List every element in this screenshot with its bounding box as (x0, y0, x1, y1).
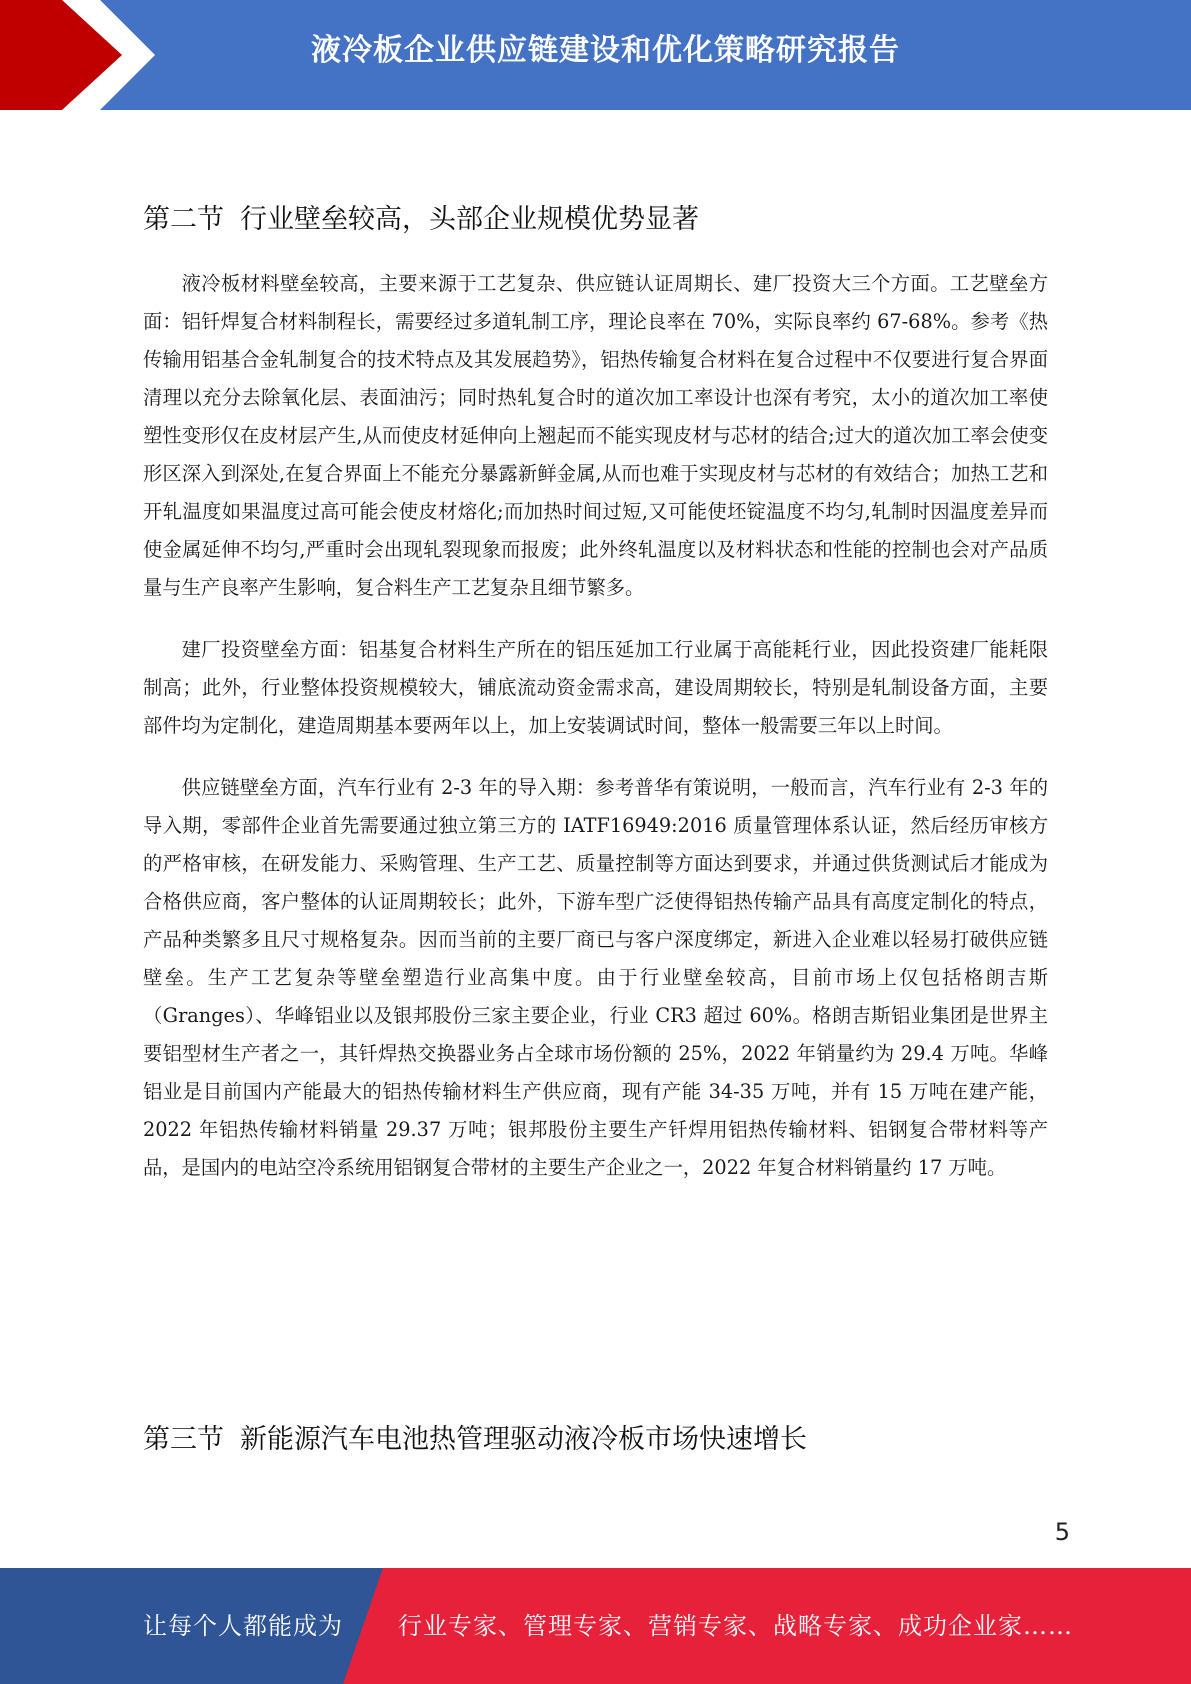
paragraph-process-barrier: 液冷板材料壁垒较高，主要来源于工艺复杂、供应链认证周期长、建厂投资大三个方面。工艺壁垒方面：铝钎焊复合材料制程长，需要经过多道轧制工序，理论良率在 70%，实际良率约 67-68%。参考《热传输用铝基合金轧制复合的技术特点及其发展趋势》，铝热传输复合材料在复合过程中不仅要进行复合界面清理以充分去除氧化层、表面油污；同时热轧复合时的道次加工率设计也深有考究，太小的道次加工率使塑性变形仅在皮材层产生,从而使皮材延伸向上翘起而不能实现皮材与芯材的结合;过大的道次加工率会使变形区深入到深处,在复合界面上不能充分暴露新鲜金属,从而也难于实现皮材与芯材的有效结合；加热工艺和开轧温度如果温度过高可能会使皮材熔化;而加热时间过短,又可能使坯锭温度不均匀,轧制时因温度差异而使金属延伸不均匀,严重时会出现轧裂现象而报废；此外终轧温度以及材料状态和性能的控制也会对产品质量与生产良率产生影响，复合料生产工艺复杂且细节繁多。 (143, 272, 1048, 599)
section-title: 新能源汽车电池热管理驱动液冷板市场快速增长 (240, 1424, 807, 1455)
paragraph-supply-chain-barrier: 供应链壁垒方面，汽车行业有 2-3 年的导入期：参考普华有策说明，一般而言，汽车行业有 2-3 年的导入期，零部件企业首先需要通过独立第三方的 IATF16949:2016 质量管理体系认证，然后经历审核方的严格审核，在研发能力、采购管理、生产工艺、质量控制等方面达到要求，并通过供货测试后才能成为合格供应商，客户整体的认证周期较长；此外，下游车型广泛使得铝热传输产品具有高度定制化的特点，产品种类繁多且尺寸规格复杂。因而当前的主要厂商已与客户深度绑定，新进入企业难以轻易打破供应链壁垒。生产工艺复杂等壁垒塑造行业高集中度。由于行业壁垒较高，目前市场上仅包括格朗吉斯（Granges）、华峰铝业以及银邦股份三家主要企业，行业 CR3 超过 60%。格朗吉斯铝业集团是世界主要铝型材生产者之一，其钎焊热交换器业务占全球市场份额的 25%，2022 年销量约为 29.4 万吨。华峰铝业是目前国内产能最大的铝热传输材料生产供应商，现有产能 34-35 万吨，并有 15 万吨在建产能，2022 年铝热传输材料销量 29.37 万吨；银邦股份主要生产钎焊用铝热传输材料、铝钢复合带材料等产品，是国内的电站空冷系统用铝钢复合带材的主要生产企业之一，2022 年复合材料销量约 17 万吨。 (143, 776, 1048, 1179)
section-heading-3 (143, 1420, 807, 1460)
report-title: 液冷板企业供应链建设和优化策略研究报告 (311, 33, 900, 68)
section-heading-2 (143, 200, 1048, 240)
footer-slogan-left: 让每个人都能成为 (143, 1612, 343, 1640)
document-body (143, 200, 1048, 1187)
header-banner (0, 0, 1191, 110)
section-title: 行业壁垒较高，头部企业规模优势显著 (240, 204, 699, 235)
footer-slogan-right: 行业专家、管理专家、营销专家、战略专家、成功企业家…… (398, 1612, 1073, 1640)
paragraph-investment-barrier: 建厂投资壁垒方面：铝基复合材料生产所在的铝压延加工行业属于高能耗行业，因此投资建厂能耗限制高；此外，行业整体投资规模较大，铺底流动资金需求高，建设周期较长，特别是轧制设备方面，主要部件均为定制化，建造周期基本要两年以上，加上安装调试时间，整体一般需要三年以上时间。 (143, 638, 1048, 737)
section-number: 第三节 (143, 1424, 224, 1455)
section-number: 第二节 (143, 204, 224, 235)
page-number: 5 (1054, 1518, 1070, 1546)
footer-banner (0, 1568, 1191, 1684)
